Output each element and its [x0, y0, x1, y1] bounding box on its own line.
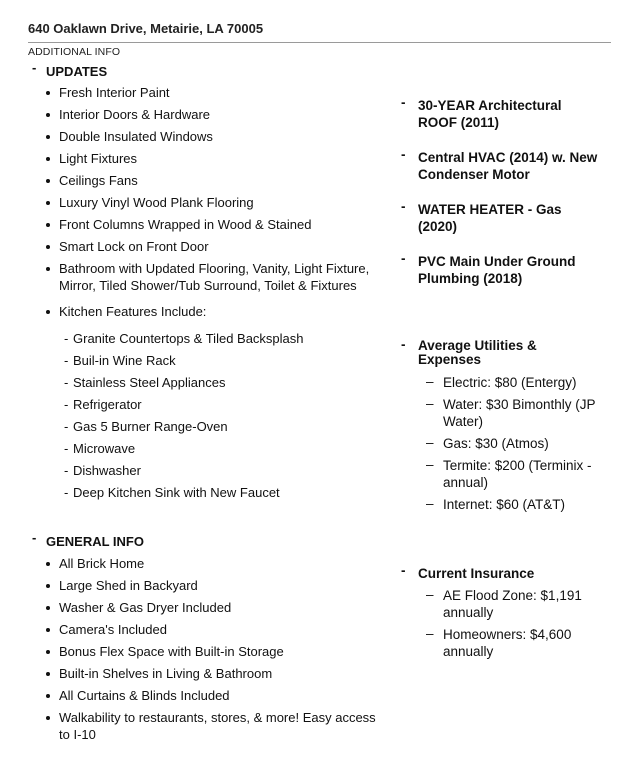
- property-address: 640 Oaklawn Drive, Metairie, LA 70005: [28, 21, 264, 36]
- list-item: Walkability to restaurants, stores, & more! Easy access to I-10: [45, 709, 390, 743]
- kitchen-features-list: [64, 330, 384, 501]
- list-item: - Buil-in Wine Rack: [64, 352, 384, 369]
- list-item: Ceilings Fans: [45, 172, 390, 189]
- list-item: – Electric: $80 (Entergy): [426, 374, 616, 391]
- header-divider: [28, 42, 611, 43]
- list-item: Washer & Gas Dryer Included: [45, 599, 390, 616]
- list-item: Bonus Flex Space with Built-in Storage: [45, 643, 390, 660]
- list-item: All Brick Home: [45, 555, 390, 572]
- list-item: Kitchen Features Include:: [45, 303, 390, 320]
- list-item: - Granite Countertops & Tiled Backsplash: [64, 330, 384, 347]
- section-label: ADDITIONAL INFO: [28, 46, 121, 58]
- list-item: – Homeowners: $4,600 annually: [426, 626, 611, 660]
- list-item: Built-in Shelves in Living & Bathroom: [45, 665, 390, 682]
- list-item: – Water: $30 Bimonthly (JP Water): [426, 396, 616, 430]
- utilities-list: [426, 374, 616, 513]
- list-item: Large Shed in Backyard: [45, 577, 390, 594]
- general-info-list: [45, 555, 390, 743]
- updates-list: [45, 84, 390, 320]
- list-item: Interior Doors & Hardware: [45, 106, 390, 123]
- list-item: - Dishwasher: [64, 462, 384, 479]
- list-item: Fresh Interior Paint: [45, 84, 390, 101]
- list-item: – AE Flood Zone: $1,191 annually: [426, 587, 611, 621]
- list-item: Camera's Included: [45, 621, 390, 638]
- list-item: Smart Lock on Front Door: [45, 238, 390, 255]
- list-item: - Deep Kitchen Sink with New Faucet: [64, 484, 384, 501]
- list-item: – Gas: $30 (Atmos): [426, 435, 616, 452]
- list-item: - Gas 5 Burner Range-Oven: [64, 418, 384, 435]
- list-item: Bathroom with Updated Flooring, Vanity, Light Fixture, Mirror, Tiled Shower/Tub Surround, Toilet & Fixtures: [45, 260, 390, 294]
- insurance-list: [426, 587, 611, 660]
- list-item: - Microwave: [64, 440, 384, 457]
- list-item: Double Insulated Windows: [45, 128, 390, 145]
- list-item: Luxury Vinyl Wood Plank Flooring: [45, 194, 390, 211]
- list-item: Front Columns Wrapped in Wood & Stained: [45, 216, 390, 233]
- list-item: Light Fixtures: [45, 150, 390, 167]
- list-item: – Termite: $200 (Terminix - annual): [426, 457, 616, 491]
- list-item: All Curtains & Blinds Included: [45, 687, 390, 704]
- list-item: - Refrigerator: [64, 396, 384, 413]
- list-item: - Stainless Steel Appliances: [64, 374, 384, 391]
- list-item: – Internet: $60 (AT&T): [426, 496, 616, 513]
